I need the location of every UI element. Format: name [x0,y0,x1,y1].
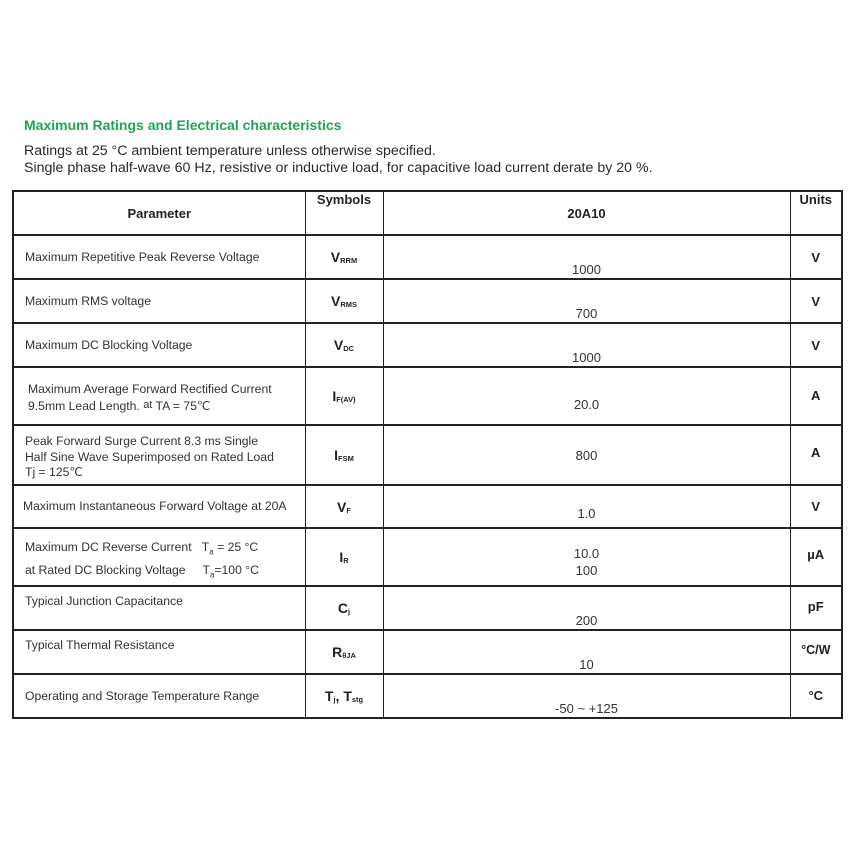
parameter-label: Typical Thermal Resistance [25,638,175,652]
symbol-cell [305,485,383,528]
symbol-sub: θJA [342,651,356,660]
reverse-current-text: Maximum DC Reverse Current [25,540,192,554]
symbol-sub: j [333,695,336,704]
value-cell [383,235,790,279]
symbol-cell [305,235,383,279]
symbol-cell [305,528,383,586]
ta-condition: TA = 75℃ [155,399,211,413]
load-note: Single phase half-wave 60 Hz, resistive or inductive load, for capacitive load current derate by 20 %. [24,160,653,176]
symbol-main-2: T [343,688,352,704]
header-symbols: Symbols [305,191,383,235]
table-row [13,630,842,674]
table-row [13,425,842,485]
parameter-label: Maximum Repetitive Peak Reverse Voltage [25,250,260,264]
parameter-label: Maximum RMS voltage [25,294,151,308]
parameter-label: Operating and Storage Temperature Range [25,689,260,703]
symbol-main: V [337,498,347,515]
symbol-cell [305,630,383,674]
symbol-main: V [333,337,344,353]
unit-cell: pF [790,586,842,630]
value-ta-100: 100 [575,563,598,578]
table-row [13,367,842,425]
symbol-sub: j [348,607,351,616]
symbol-sub: RRM [340,256,358,265]
at-text: at [143,399,153,411]
temp-condition-25: $T_a = 25$ °C [201,540,259,557]
symbol-sub-2: stg [351,695,364,704]
symbol-cell [305,279,383,323]
value: 20.0 [573,397,600,412]
symbol-cell [305,425,383,485]
value-cell [383,425,790,485]
value: 1000 [572,350,601,365]
parameter-label-line2: Half Sine Wave Superimposed on Rated Load [25,449,274,464]
unit-cell: V [790,323,842,367]
table-row [13,586,842,630]
symbol-separator: , [335,688,344,704]
symbol-cell [305,367,383,425]
value-cell [383,367,790,425]
value: 700 [575,306,598,321]
value-cell [383,528,790,586]
value: -50 ~ +125 [555,701,618,716]
value: 200 [575,613,598,628]
unit-cell: °C [790,674,842,718]
parameter-label [14,538,305,561]
symbol-main: I [334,447,339,463]
header-parameter: Parameter [13,191,305,235]
symbol-cell [305,323,383,367]
symbol-main: T [324,688,334,704]
value: 1.0 [577,506,596,521]
unit-cell: V [790,279,842,323]
value-cell [383,630,790,674]
ratings-note: Ratings at 25 °C ambient temperature unless otherwise specified. [24,143,436,159]
symbol-main: I [339,549,344,565]
value: 1000 [572,262,601,277]
symbol-main: V [330,249,341,265]
table-header-row [13,191,842,235]
table-row [13,528,842,586]
value-cell [383,279,790,323]
unit-cell: V [790,235,842,279]
parameter-label: Maximum Instantaneous Forward Voltage at 20A [23,499,287,513]
unit-cell: µA [790,528,842,586]
table-row [13,279,842,323]
symbol-sub: R [343,556,349,565]
unit-cell: A [790,367,842,425]
value-cell [383,485,790,528]
symbol-sub: FSM [338,454,354,463]
parameter-label: Maximum DC Blocking Voltage [25,338,193,352]
parameter-label: Typical Junction Capacitance [25,594,183,608]
value-cell [383,674,790,718]
symbol-main: R [332,644,343,660]
value: 800 [575,447,598,463]
table-row [13,674,842,718]
parameter-label: Peak Forward Surge Current 8.3 ms Single [25,434,259,448]
symbol-sub: RMS [340,300,357,309]
value-ta-25: 10.0 [573,546,600,561]
header-model: 20A10 [383,191,790,235]
parameter-label: Maximum Average Forward Rectified Current [28,382,272,396]
unit-cell: V [790,485,842,528]
value-cell [383,323,790,367]
table-row [13,485,842,528]
symbol-main: V [330,293,341,309]
symbol-sub: DC [343,344,355,353]
symbol-cell [305,674,383,718]
lead-length-text: 9.5mm Lead Length. [28,399,140,413]
unit-cell: °C/W [790,630,842,674]
temp-condition-100: $T_a=100$ °C [202,563,259,580]
symbol-sub: F [346,505,351,515]
rated-voltage-text: at Rated DC Blocking Voltage [25,563,186,578]
parameter-label-line3: Tj = 125℃ [25,465,84,479]
value: 10 [579,657,594,672]
header-units: Units [790,191,842,235]
parameter-label-line2 [14,397,305,414]
symbol-sub: F(AV) [336,395,356,404]
symbol-main: C [337,600,349,616]
ratings-table [12,190,843,719]
table-row [13,235,842,279]
unit-cell: A [790,425,842,485]
parameter-label-line2 [14,561,305,584]
symbol-cell [305,586,383,630]
symbol-main: I [332,388,337,404]
section-title: Maximum Ratings and Electrical characteristics [24,117,342,133]
table-row [13,323,842,367]
value-cell [383,586,790,630]
